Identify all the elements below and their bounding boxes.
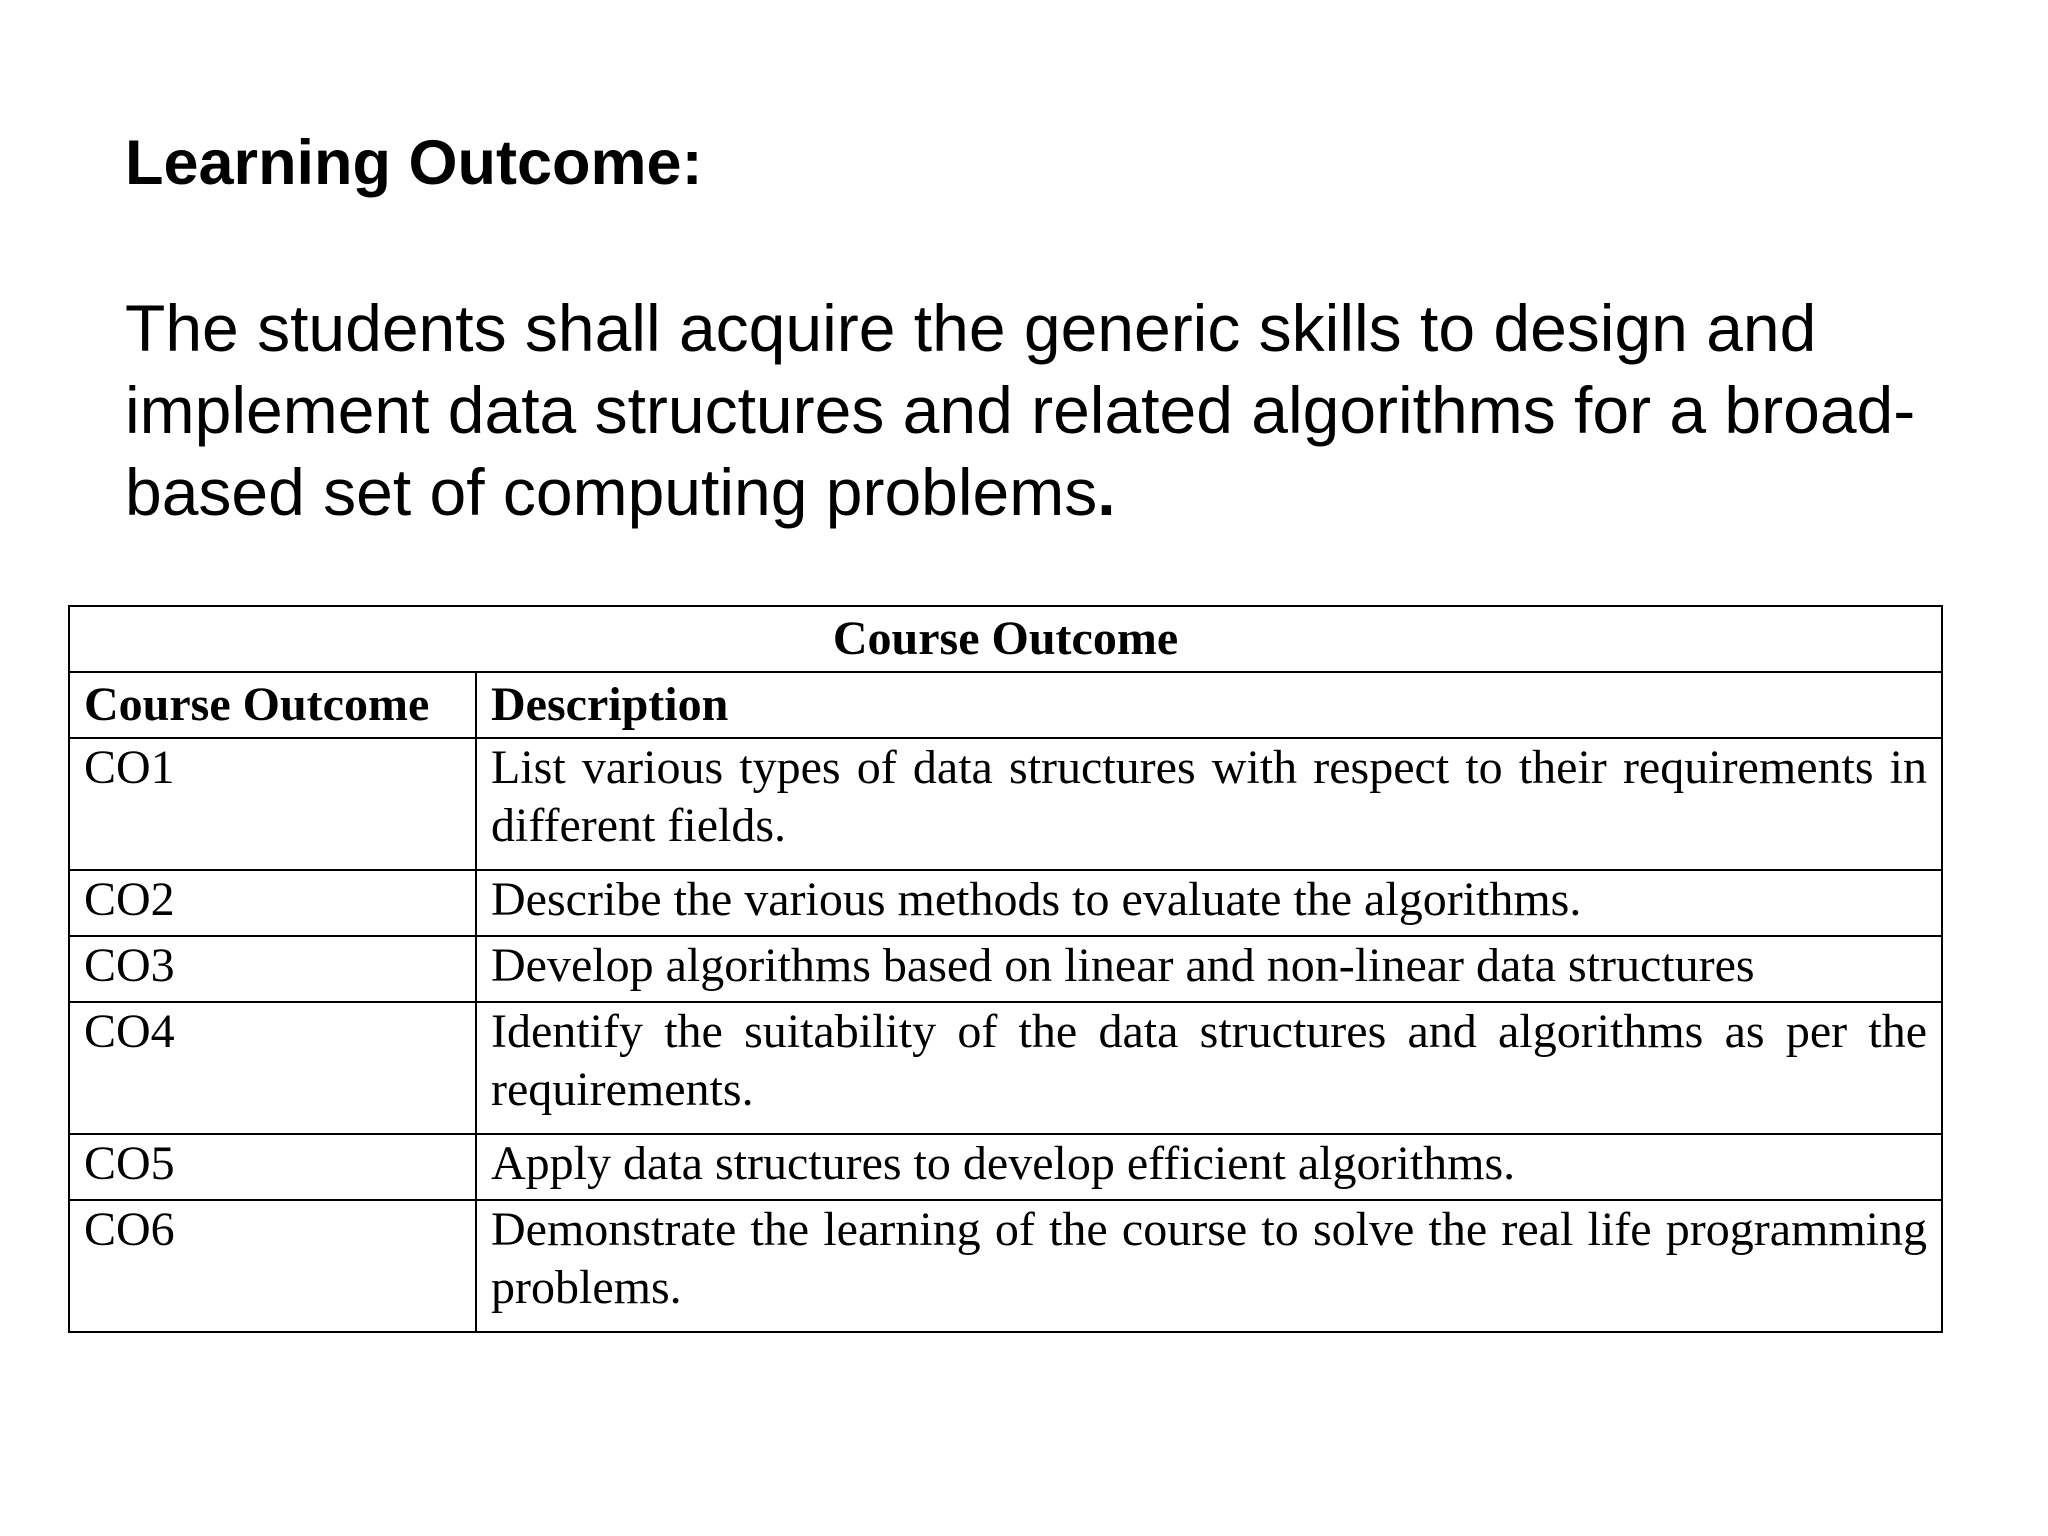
outcome-code: CO6 [69,1200,476,1332]
outcome-description: List various types of data structures with respect to their requirements in different fields. [476,738,1942,870]
outcome-description: Apply data structures to develop efficient algorithms. [476,1134,1942,1200]
page-heading: Learning Outcome: [125,128,703,198]
outcome-description: Demonstrate the learning of the course to solve the real life programming problems. [476,1200,1942,1332]
outcome-code: CO4 [69,1002,476,1134]
outcome-description: Develop algorithms based on linear and non-linear data structures [476,936,1942,1002]
table-row [69,1200,1942,1332]
table-row [69,936,1942,1002]
outcome-code: CO5 [69,1134,476,1200]
outcome-code: CO3 [69,936,476,1002]
outcome-code: CO1 [69,738,476,870]
column-header-description: Description [476,672,1942,738]
outcome-code: CO2 [69,870,476,936]
paragraph-text: The students shall acquire the generic skills to design and implement data structures and related algorithms for a broad-based set of computing problems [125,291,1916,529]
outcome-description: Describe the various methods to evaluate the algorithms. [476,870,1942,936]
table-header-row [69,672,1942,738]
course-outcome-table [68,605,1943,1333]
table-row [69,738,1942,870]
table-row [69,870,1942,936]
column-header-course-outcome: Course Outcome [69,672,476,738]
paragraph-period: . [1097,455,1116,529]
table-caption-row [69,606,1942,672]
outcome-description: Identify the suitability of the data structures and algorithms as per the requirements. [476,1002,1942,1134]
table-row [69,1002,1942,1134]
learning-outcome-paragraph [125,287,1965,533]
table-row [69,1134,1942,1200]
table-caption: Course Outcome [69,606,1942,672]
